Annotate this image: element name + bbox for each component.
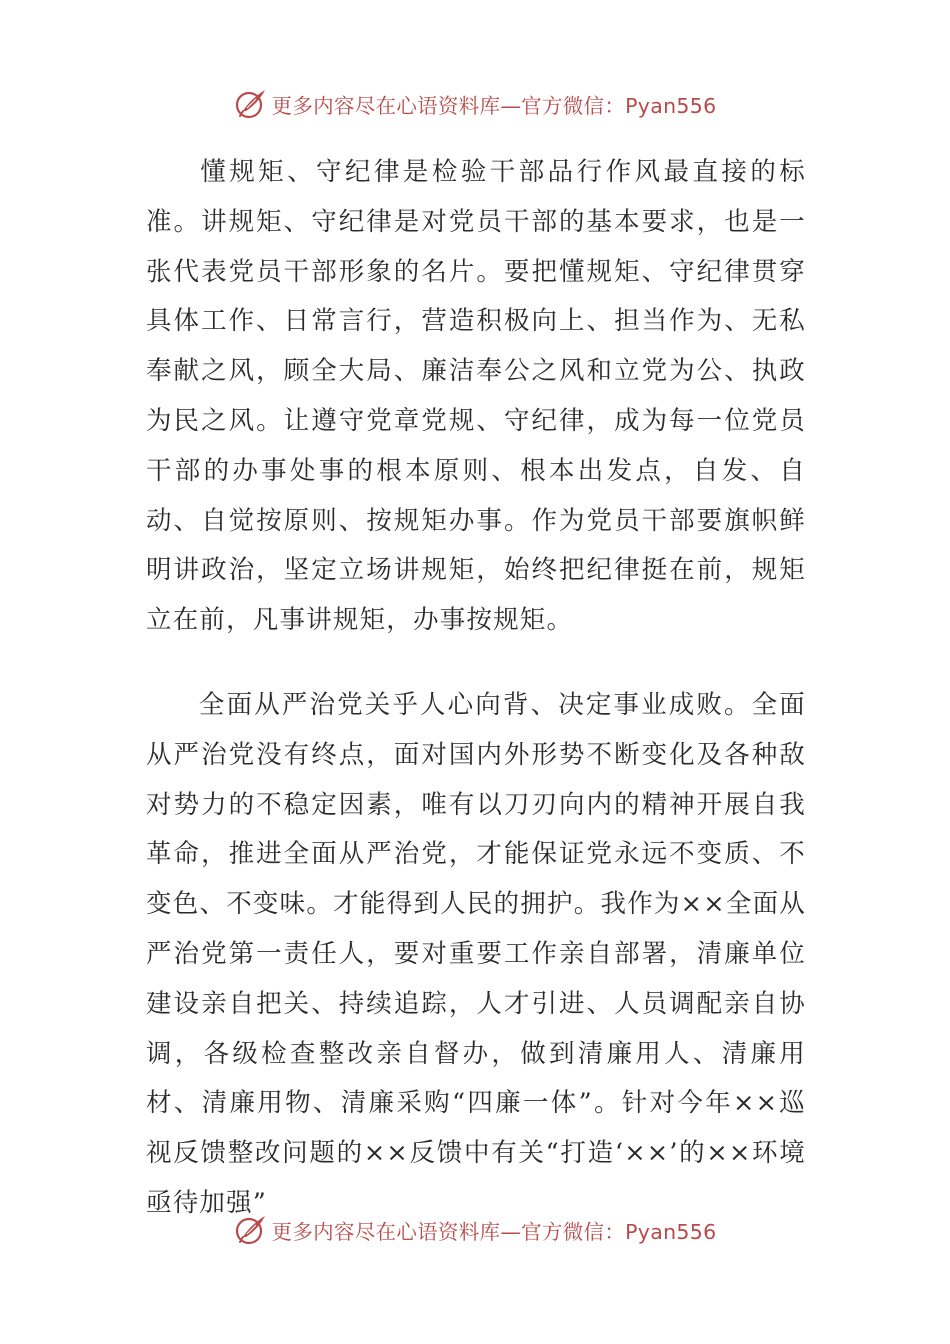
banner-text: 更多内容尽在心语资料库—官方微信：Pyan556 [271,94,717,118]
paragraph-1-text: 懂规矩、守纪律是检验干部品行作风最直接的标准。讲规矩、守纪律是对党员干部的基本要求，也是一张代表党员干部形象的名片。要把懂规矩、守纪律贯穿具体工作、日常言行，营造积极向上、担当作为、无私奉献之风，顾全大局、廉洁奉公之风和立党为公、执政为民之风。让遵守党章党规、守纪律，成为每一位党员干部的办事处事的根本原则、根本出发点，自发、自动、自觉按原则、按规矩办事。作为党员干部要旗帜鲜明讲政治，坚定立场讲规矩，始终把纪律挺在前，规矩立在前，凡事讲规矩，办事按规矩。 [146,157,806,636]
quill-logo-icon [234,1213,268,1247]
header-banner [0,84,950,124]
footer-banner [0,1210,950,1250]
quill-logo-icon [234,87,268,121]
banner-text: 更多内容尽在心语资料库—官方微信：Pyan556 [271,1220,717,1244]
paragraph-2 [146,681,806,1229]
paragraph-2-text: 全面从严治党关乎人心向背、决定事业成败。全面从严治党没有终点，面对国内外形势不断变化及各种敌对势力的不稳定因素，唯有以刀刃向内的精神开展自我革命，推进全面从严治党，才能保证党永远不变质、不变色、不变味。才能得到人民的拥护。我作为××全面从严治党第一责任人，要对重要工作亲自部署，清廉单位建设亲自把关、持续追踪，人才引进、人员调配亲自协调，各级检查整改亲自督办，做到清廉用人、清廉用材、清廉用物、清廉采购“四廉一体”。针对今年××巡视反馈整改问题的××反馈中有关“打造‘××’的××环境亟待加强” [146,690,806,1218]
paragraph-1 [146,148,806,646]
